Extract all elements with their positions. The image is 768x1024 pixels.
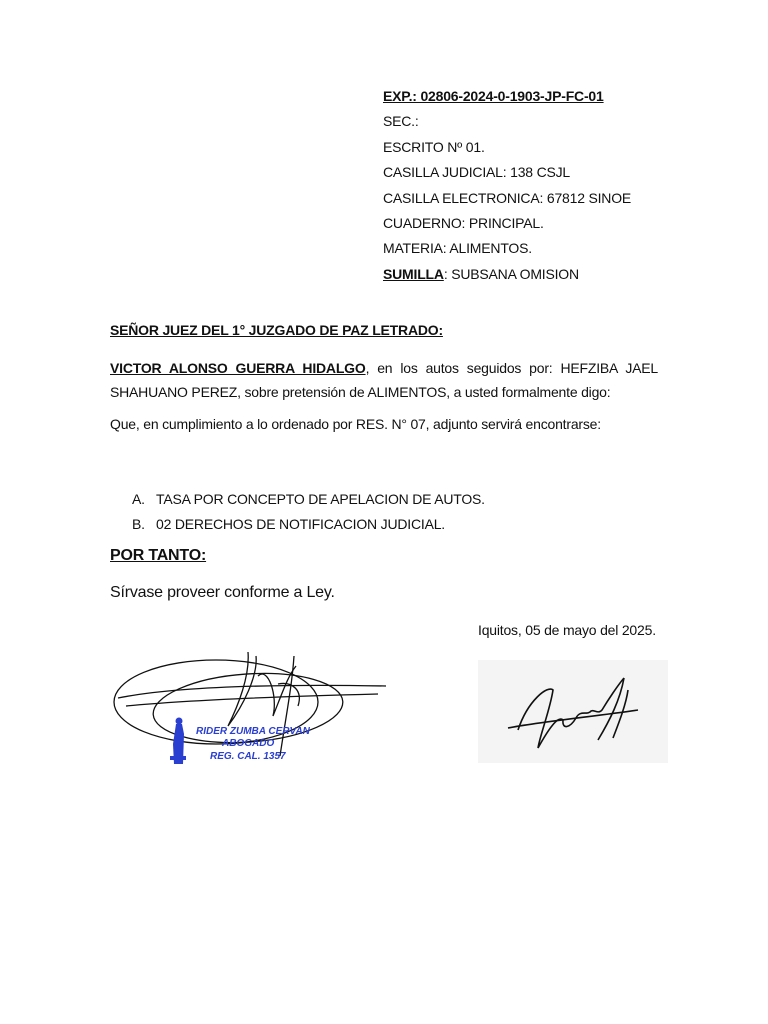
stamp-registration: REG. CAL. 1357 (210, 751, 286, 762)
secretary-line: SEC.: (383, 113, 419, 130)
cuaderno: CUADERNO: PRINCIPAL. (383, 215, 544, 232)
place-date: Iquitos, 05 de mayo del 2025. (478, 622, 656, 638)
sumilla-value: : SUBSANA OMISION (443, 265, 579, 282)
intro-paragraph (110, 356, 658, 404)
case-header (383, 84, 631, 287)
escrito-number: ESCRITO Nº 01. (383, 138, 485, 155)
por-tanto-heading: POR TANTO: (110, 547, 207, 564)
list-item: B. 02 DERECHOS DE NOTIFICACION JUDICIAL. (132, 516, 445, 532)
signature-scribble-icon (478, 660, 668, 763)
list-item: A. TASA POR CONCEPTO DE APELACION DE AUTOS. (132, 491, 485, 507)
request-line: Sírvase proveer conforme a Ley. (110, 584, 335, 601)
salutation: SEÑOR JUEZ DEL 1° JUZGADO DE PAZ LETRADO: (110, 322, 443, 338)
que-paragraph: Que, en cumplimiento a lo ordenado por RES. N° 07, adjunto servirá encontrarse: (110, 416, 601, 432)
casilla-electronica: CASILLA ELECTRONICA: 67812 SINOE (383, 189, 632, 206)
sumilla-label: SUMILLA (383, 265, 444, 282)
materia: MATERIA: ALIMENTOS. (383, 240, 532, 257)
casilla-judicial: CASILLA JUDICIAL: 138 CSJL (383, 164, 570, 181)
stamp-title: ABOGADO (222, 738, 275, 749)
lawyer-signature-stamp (98, 636, 398, 784)
sumilla (383, 262, 631, 287)
intro-rest: , en los autos seguidos por: HEFZIBA JAEL SHAHUANO PEREZ, sobre pretensión de ALIMENTOS, a usted formalmente digo: (110, 360, 658, 400)
attachments-list (132, 487, 485, 537)
petitioner-name: VICTOR ALONSO GUERRA HIDALGO (110, 360, 366, 376)
expediente-number: EXP.: 02806-2024-0-1903-JP-FC-01 (383, 88, 604, 104)
stamp-name: RIDER ZUMBA CERVAN (196, 726, 310, 737)
client-signature (478, 660, 668, 763)
